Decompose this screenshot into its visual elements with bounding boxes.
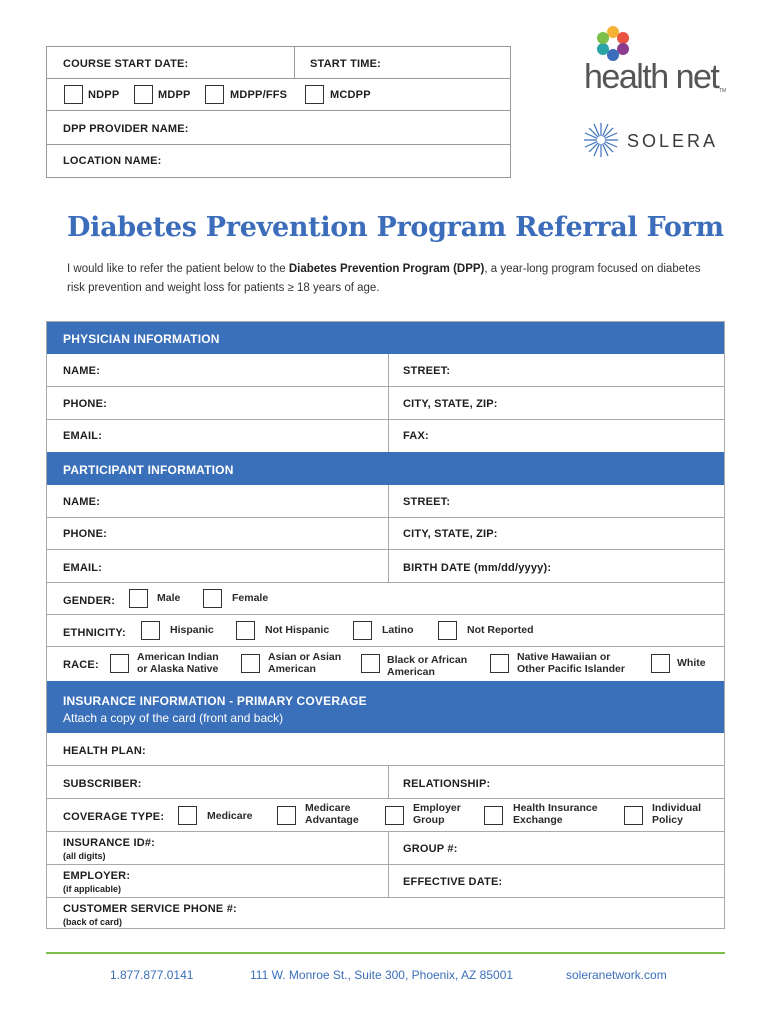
participant-phone-row (47, 518, 724, 550)
race-native-hawaiian-label: Native Hawaiian or Other Pacific Islander (517, 651, 625, 675)
start-time-label: START TIME: (310, 58, 382, 70)
gender-male-checkbox[interactable] (129, 589, 148, 608)
solera-wordmark: SOLERA (627, 131, 719, 151)
provider-row (47, 112, 510, 145)
coverage-exchange-checkbox[interactable] (484, 806, 503, 825)
physician-name-label: NAME: (63, 365, 101, 377)
coverage-employer-group-label: Employer Group (413, 802, 461, 826)
physician-name-row (47, 354, 724, 387)
coverage-exchange-label: Health Insurance Exchange (513, 802, 598, 826)
ethnicity-not-hispanic-checkbox[interactable] (236, 621, 255, 640)
physician-email-row (47, 420, 724, 452)
physician-city-label: CITY, STATE, ZIP: (403, 398, 498, 410)
insurance-id-note: (all digits) (63, 851, 106, 861)
gender-label: GENDER: (63, 595, 116, 607)
participant-email-label: EMAIL: (63, 562, 103, 574)
race-black-label: Black or African American (387, 654, 468, 678)
health-plan-label: HEALTH PLAN: (63, 745, 146, 757)
referral-form (46, 321, 725, 929)
customer-service-note: (back of card) (63, 917, 123, 927)
race-white-label: White (677, 657, 706, 669)
ethnicity-latino-checkbox[interactable] (353, 621, 372, 640)
ethnicity-not-reported-label: Not Reported (467, 624, 534, 636)
effective-date-label: EFFECTIVE DATE: (403, 876, 503, 888)
ethnicity-row (47, 615, 724, 647)
mdpp-checkbox[interactable] (134, 85, 153, 104)
footer-phone: 1.877.877.0141 (110, 968, 194, 982)
ndpp-checkbox[interactable] (64, 85, 83, 104)
race-american-indian-label: American Indian or Alaska Native (137, 651, 219, 675)
coverage-individual-policy-label: Individual Policy (652, 802, 702, 826)
gender-female-label: Female (232, 592, 269, 604)
mcdpp-label: MCDPP (330, 89, 371, 101)
page-title: Diabetes Prevention Program Referral Form (67, 212, 724, 243)
mdpp-label: MDPP (158, 89, 191, 101)
ethnicity-hispanic-checkbox[interactable] (141, 621, 160, 640)
participant-city-label: CITY, STATE, ZIP: (403, 528, 498, 540)
coverage-medicare-checkbox[interactable] (178, 806, 197, 825)
customer-service-row (47, 898, 724, 929)
physician-section-header: PHYSICIAN INFORMATION (47, 322, 724, 354)
participant-email-row (47, 550, 724, 583)
coverage-medicare-label: Medicare (207, 810, 253, 822)
coverage-medicare-advantage-checkbox[interactable] (277, 806, 296, 825)
gender-row (47, 583, 724, 615)
mdpp-ffs-label: MDPP/FFS (230, 89, 288, 101)
location-label: LOCATION NAME: (63, 155, 162, 167)
group-number-label: GROUP #: (403, 843, 458, 855)
physician-phone-label: PHONE: (63, 398, 107, 410)
employer-note: (if applicable) (63, 884, 122, 894)
subscriber-row (47, 766, 724, 799)
participant-phone-label: PHONE: (63, 528, 107, 540)
footer-website[interactable]: soleranetwork.com (566, 968, 667, 982)
race-asian-label: Asian or Asian American (268, 651, 342, 675)
footer-address: 111 W. Monroe St., Suite 300, Phoenix, AZ 85001 (250, 968, 514, 982)
course-info-box (46, 46, 511, 178)
physician-fax-label: FAX: (403, 430, 429, 442)
race-black-checkbox[interactable] (361, 654, 380, 673)
health-net-wordmark: health net (584, 58, 719, 96)
race-american-indian-checkbox[interactable] (110, 654, 129, 673)
ethnicity-not-hispanic-label: Not Hispanic (265, 624, 330, 636)
race-asian-checkbox[interactable] (241, 654, 260, 673)
health-net-tm: TM (719, 88, 727, 94)
customer-service-label: CUSTOMER SERVICE PHONE #: (63, 903, 237, 915)
intro-text: I would like to refer the patient below to the Diabetes Prevention Program (DPP), a year-long program focused on diabetes risk prevention and weight loss for patients ≥ 18 years of age. (67, 263, 701, 294)
physician-email-label: EMAIL: (63, 430, 103, 442)
mdpp-ffs-checkbox[interactable] (205, 85, 224, 104)
coverage-individual-policy-checkbox[interactable] (624, 806, 643, 825)
participant-street-label: STREET: (403, 496, 451, 508)
participant-section-header: PARTICIPANT INFORMATION (47, 452, 724, 485)
physician-phone-row (47, 387, 724, 420)
gender-male-label: Male (157, 592, 181, 604)
race-row (47, 647, 724, 681)
participant-name-row (47, 485, 724, 518)
health-plan-row (47, 733, 724, 766)
participant-name-label: NAME: (63, 496, 101, 508)
mcdpp-checkbox[interactable] (305, 85, 324, 104)
coverage-employer-group-checkbox[interactable] (385, 806, 404, 825)
ethnicity-not-reported-checkbox[interactable] (438, 621, 457, 640)
coverage-type-row (47, 799, 724, 832)
coverage-type-label: COVERAGE TYPE: (63, 811, 165, 823)
program-type-row (47, 79, 510, 111)
subscriber-label: SUBSCRIBER: (63, 778, 142, 790)
ethnicity-label: ETHNICITY: (63, 627, 126, 639)
employer-row (47, 865, 724, 898)
insurance-section-header: INSURANCE INFORMATION - PRIMARY COVERAGE Attach a copy of the card (front and back) (47, 681, 724, 733)
course-start-date-label: COURSE START DATE: (63, 58, 189, 70)
race-white-checkbox[interactable] (651, 654, 670, 673)
relationship-label: RELATIONSHIP: (403, 778, 491, 790)
ethnicity-hispanic-label: Hispanic (170, 624, 214, 636)
insurance-id-label: INSURANCE ID#: (63, 837, 156, 849)
footer-rule (46, 952, 725, 954)
dpp-provider-label: DPP PROVIDER NAME: (63, 123, 189, 135)
gender-female-checkbox[interactable] (203, 589, 222, 608)
birth-date-label: BIRTH DATE (mm/dd/yyyy): (403, 562, 552, 574)
ethnicity-latino-label: Latino (382, 624, 414, 636)
location-row (47, 145, 510, 178)
race-native-hawaiian-checkbox[interactable] (490, 654, 509, 673)
employer-label: EMPLOYER: (63, 870, 131, 882)
course-start-row (47, 47, 510, 79)
physician-street-label: STREET: (403, 365, 451, 377)
insurance-id-row (47, 832, 724, 865)
race-label: RACE: (63, 659, 99, 671)
solera-logo-mark (583, 122, 619, 158)
ndpp-label: NDPP (88, 89, 120, 101)
coverage-medicare-advantage-label: Medicare Advantage (305, 802, 359, 826)
